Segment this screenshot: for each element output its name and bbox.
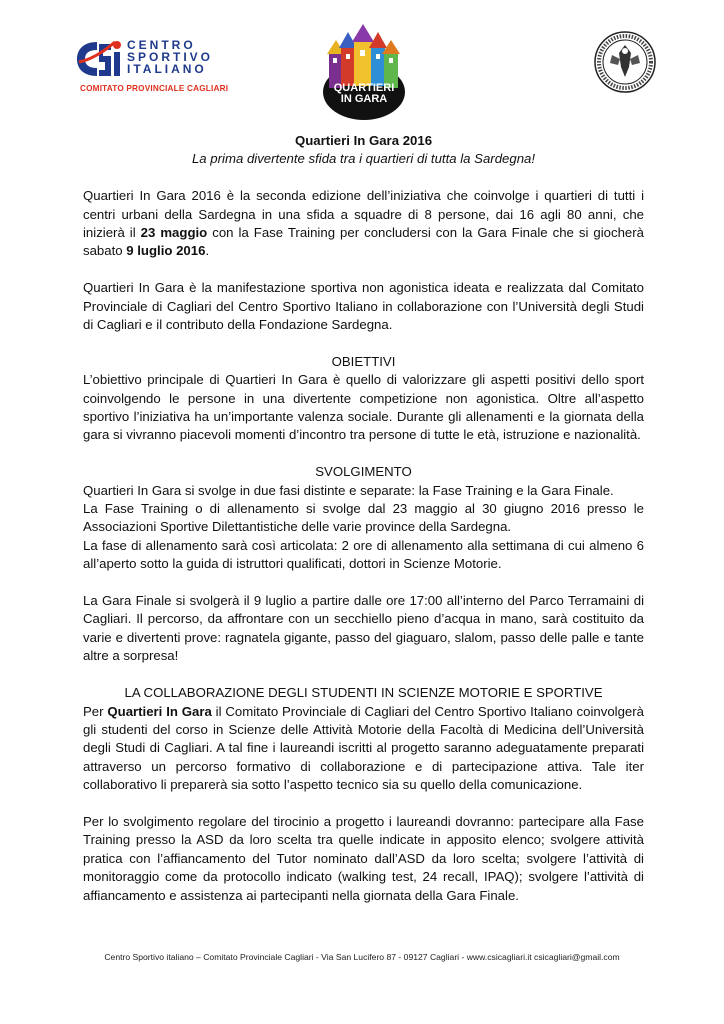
svolgimento-heading: SVOLGIMENTO <box>315 464 412 480</box>
csi-brand-line: ITALIANO <box>127 62 207 76</box>
svolgimento-paragraph-3: La fase di allenamento sarà così articolata: 2 ore di allenamento alla settimana di cui almeno 6 all’aperto sotto la guida di istruttori qualificati, dottori in Scienze Motorie. <box>83 537 644 572</box>
csi-brand-text <box>127 39 213 75</box>
svolgimento-paragraph-2: La Fase Training o di allenamento si svolge dal 23 maggio al 30 giugno 2016 presso le Associazioni Sportive Dilettantistiche delle varie province della Sardegna. <box>83 501 644 535</box>
obiettivi-paragraph: L’obiettivo principale di Quartieri In Gara è quello di valorizzare gli aspetti positivi dello sport coinvolgendo le persone in una divertente competizione non agonistica. Oltre all’aspetto sportivo l’iniziativa ha un’importante valenza sociale. Durante gli allenamenti e la giornata della gara si vivranno piacevoli momenti d’incontro tra persone di tutte le età, istruzione e nazionalità. <box>83 372 644 443</box>
csi-brand-line: SPORTIVO <box>127 50 214 64</box>
csi-logo <box>75 38 229 98</box>
svolgimento-paragraph-1: Quartieri In Gara si svolge in due fasi distinte e separate: la Fase Training e la Gara Finale. <box>83 482 614 498</box>
collaborazione-heading: LA COLLABORAZIONE DEGLI STUDENTI IN SCIENZE MOTORIE E SPORTIVE <box>124 685 603 701</box>
doc-title: Quartieri In Gara 2016 <box>294 133 433 148</box>
page-footer: Centro Sportivo italiano – Comitato Provinciale Cagliari - Via San Lucifero 87 - 09127 Cagliari - www.csicagliari.it csicagliari@gmail.com <box>104 952 620 962</box>
qig-logo-text <box>325 83 403 105</box>
obiettivi-heading: OBIETTIVI <box>331 353 396 369</box>
university-seal-icon <box>594 31 656 93</box>
csi-mark-icon <box>75 38 123 80</box>
quartieri-in-gara-logo <box>321 22 407 122</box>
csi-brand-line: CENTRO <box>127 38 196 52</box>
intro-paragraph-1: Quartieri In Gara 2016 è la seconda edizione dell’iniziativa che coinvolge i quartieri di tutti i centri urbani della Sardegna in una sfida a squadre di 8 persone, dai 16 agli 80 anni, che inizierà il 23 maggio con la Fase Training per concludersi con la Gara Finale che si giocherà sabato 9 luglio 2016. <box>83 188 644 259</box>
qig-logo-line: IN GARA <box>340 93 388 105</box>
header-logos <box>0 0 724 130</box>
doc-subtitle: La prima divertente sfida tra i quartieri di tutta la Sardegna! <box>191 151 536 167</box>
csi-committee-label: COMITATO PROVINCIALE CAGLIARI <box>80 84 229 93</box>
intro-paragraph-2: Quartieri In Gara è la manifestazione sportiva non agonistica ideata e realizzata dal Comitato Provinciale di Cagliari del Centro Sportivo Italiano in collaborazione con l’Università degli Studi di Cagliari e il contributo della Fondazione Sardegna. <box>83 280 644 333</box>
document-body <box>83 132 644 905</box>
svolgimento-paragraph-4: La Gara Finale si svolgerà il 9 luglio a partire dalle ore 17:00 all’interno del Parco Terramaini di Cagliari. Il percorso, da affrontare con un secchiello pieno d’acqua in mano, sarà costituito da varie e divertenti prove: ragnatela gigante, passo del giaguaro, slalom, passo delle palle e tante altre a sorpresa! <box>83 593 644 664</box>
qig-logo-line: QUARTIERI <box>333 82 395 94</box>
collaborazione-paragraph-1: Per Quartieri In Gara il Comitato Provinciale di Cagliari del Centro Sportivo Italiano coinvolgerà gli studenti del corso in Scienze delle Attività Motorie della Facoltà di Medicina dell’Università degli Studi di Cagliari. A tal fine i laureandi iscritti al progetto saranno adeguatamente preparati attraverso un percorso formativo di collaborazione e di partecipazione attiva. Tale iter collaborativo li preparerà sia sotto l’aspetto tecnico sia su quello della comunicazione. <box>83 703 644 793</box>
collaborazione-paragraph-2: Per lo svolgimento regolare del tirocinio a progetto i laureandi dovranno: partecipare alla Fase Training presso la ASD da loro scelta tra quelle indicate in apposito elenco; svolgere attività pratica con l’affiancamento del Tutor nominato dall’ASD da loro scelta; svolgere l’attività di monitoraggio come da protocollo indicato (walking test, 24 recall, IPAQ); svolgere l’attività di affiancamento e assistenza ai partecipanti nella giornata della Gara Finale. <box>83 813 644 903</box>
